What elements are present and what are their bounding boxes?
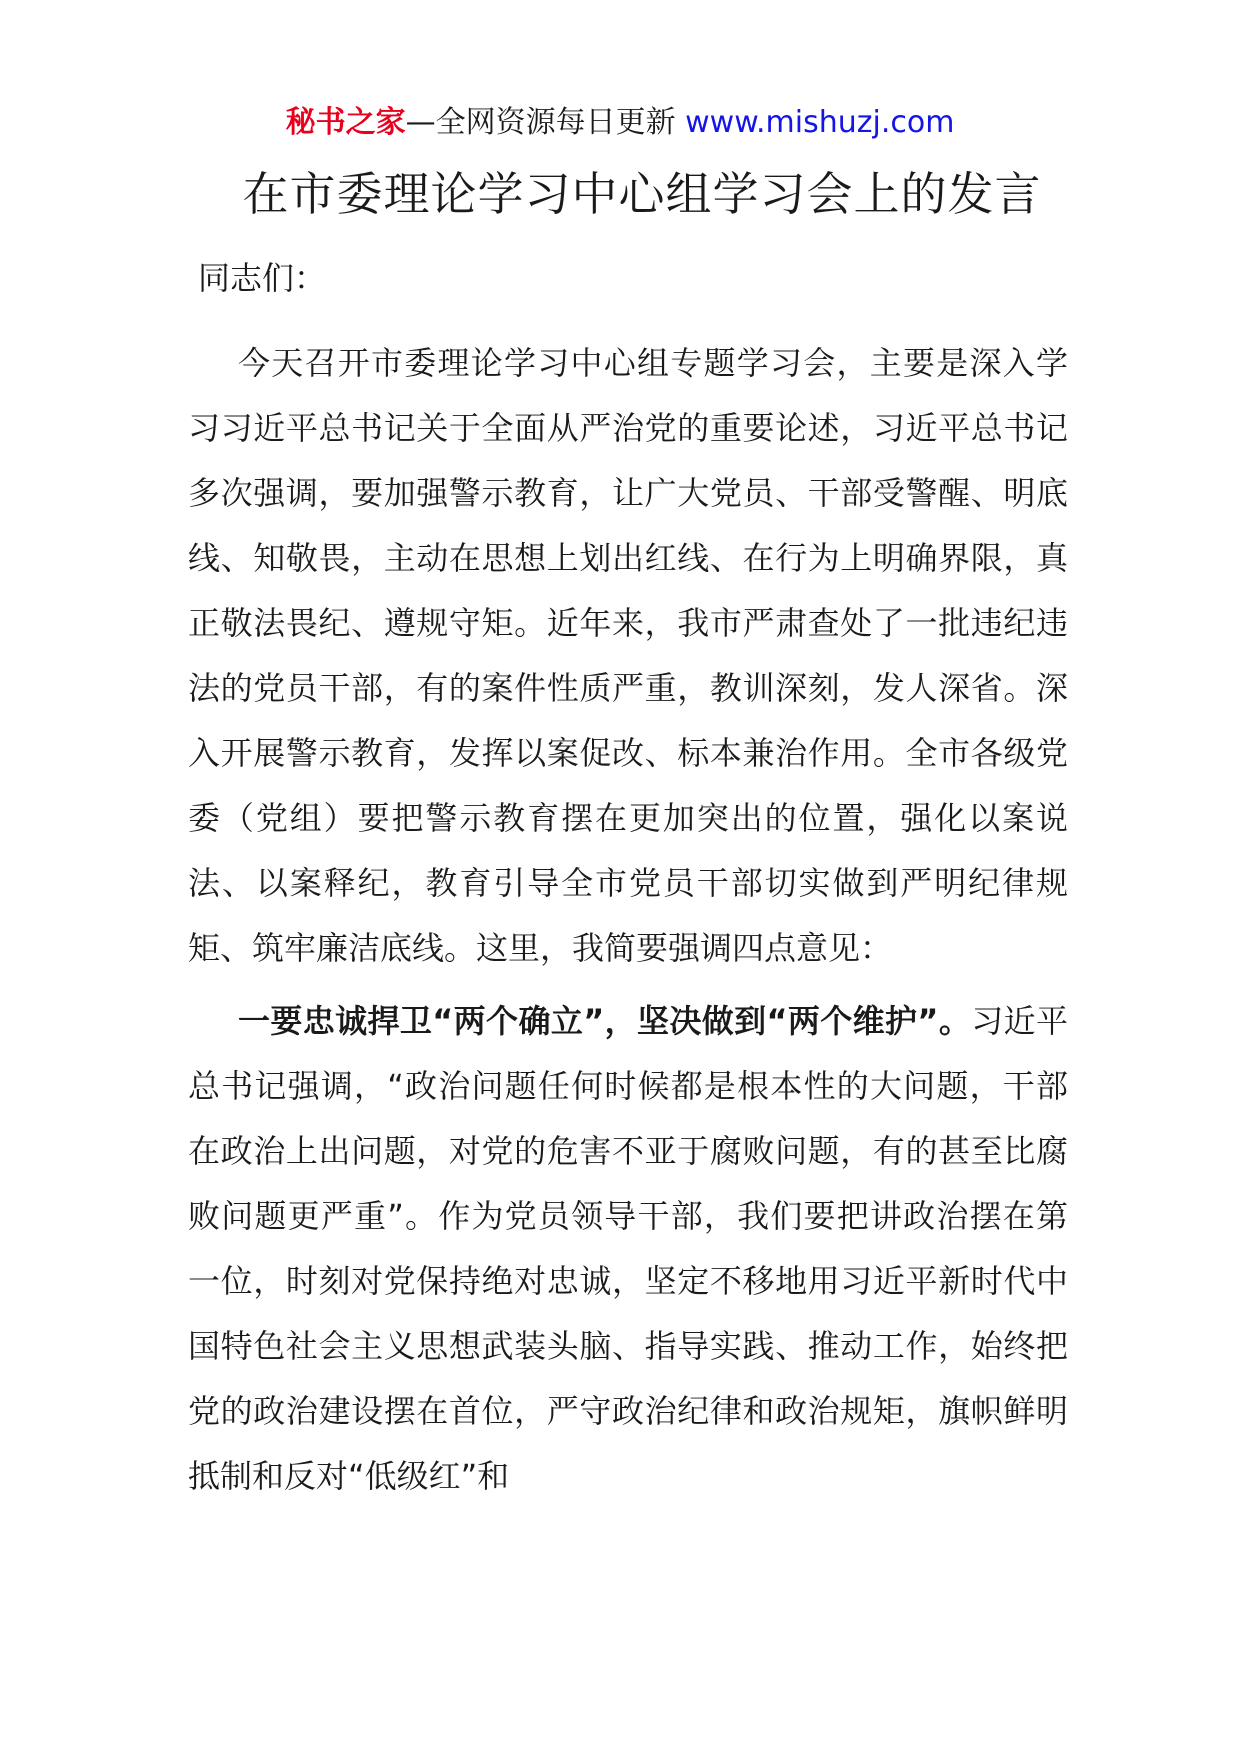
salutation: 同志们： [198,259,327,297]
point-one-heading: 一要忠诚捍卫“两个确立”，坚决做到“两个维护”。 [238,1002,972,1040]
header-tagline: —全网资源每日更新 [405,105,686,140]
site-header [0,103,1240,143]
brand-name: 秘书之家 [285,105,406,140]
site-url-link[interactable]: www.mishuzj.com [685,105,955,140]
document-title: 在市委理论学习中心组学习会上的发言 [242,167,1042,221]
paragraph-intro: 今天召开市委理论学习中心组专题学习会，主要是深入学习习近平总书记关于全面从严治党的重要论述，习近平总书记多次强调，要加强警示教育，让广大党员、干部受警醒、明底线、知敬畏，主动在思想上划出红线、在行为上明确界限，真正敬法畏纪、遵规守矩。近年来，我市严肃查处了一批违纪违法的党员干部，有的案件性质严重，教训深刻，发人深省。深入开展警示教育，发挥以案促改、标本兼治作用。全市各级党委（党组）要把警示教育摆在更加突出的位置，强化以案说法、以案释纪，教育引导全市党员干部切实做到严明纪律规矩、筑牢廉洁底线。这里，我简要强调四点意见： [188,344,1068,967]
document-body [188,258,1068,1509]
point-one-body: 习近平总书记强调，“政治问题任何时候都是根本性的大问题，干部在政治上出问题，对党的危害不亚于腐败问题，有的甚至比腐败问题更严重”。作为党员领导干部，我们要把讲政治摆在第一位，时刻对党保持绝对忠诚，坚定不移地用习近平新时代中国特色社会主义思想武装头脑、指导实践、推动工作，始终把党的政治建设摆在首位，严守政治纪律和政治规矩，旗帜鲜明抵制和反对“低级红”和 [188,1002,1068,1495]
paragraph-point-one [188,989,1068,1509]
